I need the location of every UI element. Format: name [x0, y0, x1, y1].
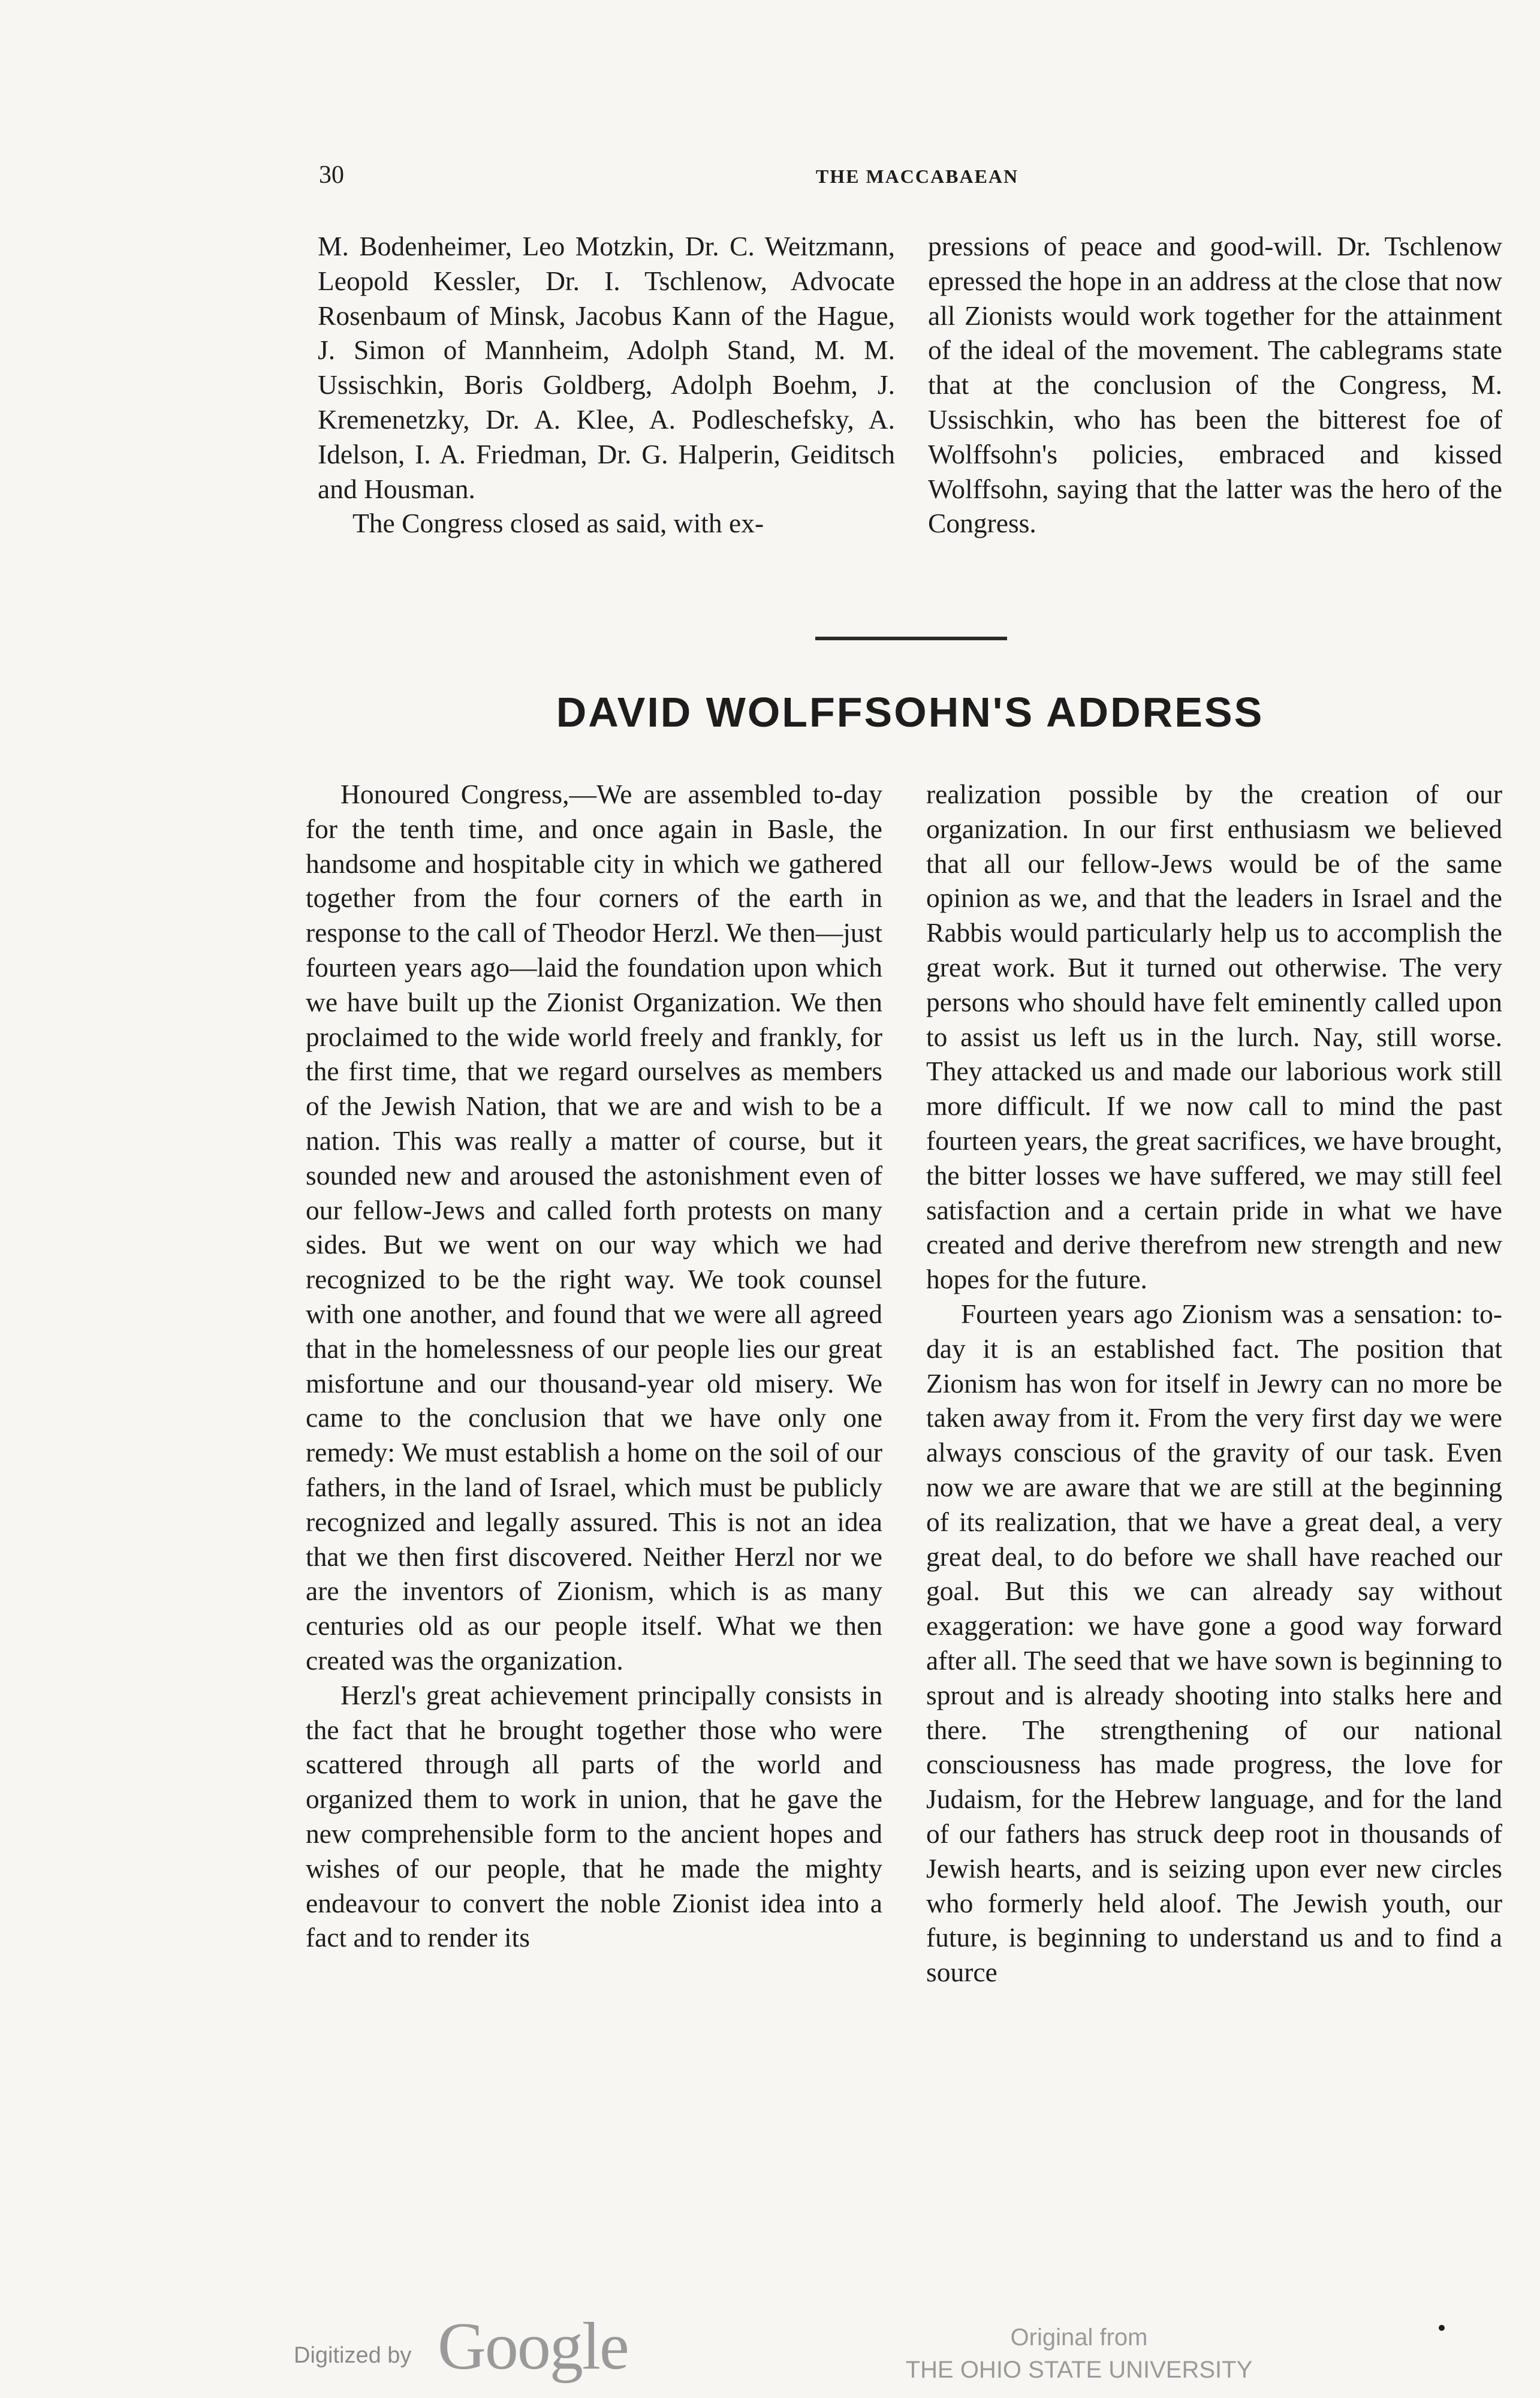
running-title: THE MACCABAEAN — [815, 165, 1019, 187]
paragraph: M. Bodenheimer, Leo Motzkin, Dr. C. Weitzmann, Leopold Kessler, Dr. I. Tschlenow, Advocate Rosenbaum of Minsk, Jacobus Kann of the Hague, J. Simon of Mannheim, Adolph Stand, M. M. Ussischkin, Boris Goldberg, Adolph Boehm, J. Kremenetzky, Dr. A. Klee, A. Podleschefsky, A. Idelson, I. A. Friedman, Dr. G. Halperin, Geiditsch and Housman. — [318, 231, 895, 504]
original-source — [893, 2321, 1265, 2386]
top-left-column — [318, 229, 895, 541]
paragraph: realization possible by the creation of our organization. In our first enthusiasm we believed that all our fellow-Jews would be of the same opinion as we, and that the leaders in Israel and the Rabbis would particularly help us to accomplish the great work. But it turned out otherwise. The very persons who should have felt eminently called upon to assist us left us in the lurch. Nay, still worse. They attacked us and made our laborious work still more difficult. If we now call to mind the past fourteen years, the great sacrifices, we have brought, the bitter losses we have suffered, we may still feel satisfaction and a certain pride in what we have created and derive therefrom new strength and new hopes for the future. — [926, 779, 1502, 1295]
article-title: DAVID WOLFFSOHN'S ADDRESS — [556, 689, 1264, 736]
google-logo: Google — [438, 2309, 628, 2384]
page-number: 30 — [319, 161, 344, 189]
digitized-by-label: Digitized by — [294, 2343, 412, 2368]
ink-dot — [1439, 2325, 1445, 2331]
top-right-column — [928, 229, 1502, 541]
paragraph: pressions of peace and good-will. Dr. Tschlenow epressed the hope in an address at the close that now all Zionists would work together for the attainment of the ideal of the movement. The cablegrams state that at the conclusion of the Congress, M. Ussischkin, who has been the bitterest foe of Wolffsohn's policies, embraced and kissed Wolffsohn, saying that the latter was the hero of the Congress. — [928, 231, 1502, 539]
article-right-column — [926, 777, 1502, 1990]
paragraph: The Congress closed as said, with ex- — [352, 508, 764, 539]
section-divider — [815, 637, 1007, 640]
paragraph: Honoured Congress,—We are assembled to-day for the tenth time, and once again in Basle, the handsome and hospitable city in which we gathered together from the four corners of the earth in response to the call of Theodor Herzl. We then—just fourteen years ago—laid the foundation upon which we have built up the Zionist Organization. We then proclaimed to the wide world freely and frankly, for the first time, that we regard ourselves as members of the Jewish Nation, that we are and wish to be a nation. This was really a matter of course, but it sounded new and aroused the astonishment even of our fellow-Jews and called forth protests on many sides. But we went on our way which we had recognized to be the right way. We took counsel with one another, and found that we were all agreed that in the homelessness of our people lies our great misfortune and our thousand-year old misery. We came to the conclusion that we have only one remedy: We must establish a home on the soil of our fathers, in the land of Israel, which must be publicly recognized and legally assured. This is not an idea that we then first discovered. Neither Herzl nor we are the inventors of Zionism, which is as many centuries old as our people itself. What we then created was the organization. — [306, 779, 882, 1676]
original-from-label: Original from — [1010, 2324, 1148, 2351]
article-left-column — [306, 777, 882, 1955]
paragraph: Fourteen years ago Zionism was a sensation: to-day it is an established fact. The position that Zionism has won for itself in Jewry can no more be taken away from it. From the very first day we were always conscious of the gravity of our task. Even now we are aware that we are still at the beginning of its realization, that we have a great deal, a very great deal, to do before we shall have reached our goal. But this we can already say without exaggeration: we have gone a good way forward after all. The seed that we have sown is beginning to sprout and is already shooting into stalks here and there. The strengthening of our national consciousness has made progress, the love for Judaism, for the Hebrew language, and for the land of our fathers has struck deep root in thousands of Jewish hearts, and is seizing upon ever new circles who formerly held aloof. The Jewish youth, our future, is beginning to understand us and to find a source — [926, 1298, 1502, 1988]
institution-name: THE OHIO STATE UNIVERSITY — [905, 2357, 1253, 2383]
paragraph: Herzl's great achievement principally consists in the fact that he brought together those who were scattered through all parts of the world and organized them to work in union, that he gave the new comprehensible form to the ancient hopes and wishes of our people, that he made the mighty endeavour to convert the noble Zionist idea into a fact and to render its — [306, 1679, 882, 1953]
